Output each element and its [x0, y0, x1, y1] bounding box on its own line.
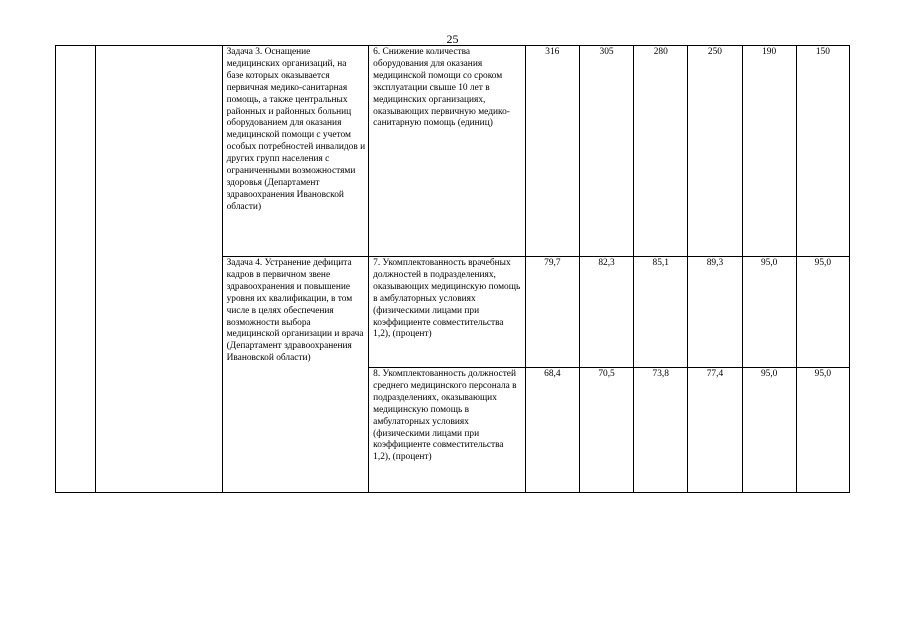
indicator-text: 8. Укомплектованность должностей среднего медицинского персонала в подразделениях, оказывающих медицинскую помощь в амбулаторных условиях (физическими лицами при коэффициенте совместительства 1,2), (процент)	[373, 369, 517, 463]
indicator-cell	[369, 46, 526, 257]
value-cell: 316	[525, 46, 579, 257]
value-cell: 250	[688, 46, 742, 257]
task-text: Задача 3. Оснащение медицинских организаций, на базе которых оказывается первичная медико-санитарная помощь, а также центральных районных и районных больниц оборудованием для оказания медицинской помощи с учетом особых потребностей инвалидов и других групп населения с ограниченными возможностями здоровья (Департамент здравоохранения Ивановской области)	[226, 47, 366, 212]
value-cell: 150	[796, 46, 849, 257]
indicator-cell	[369, 368, 526, 493]
indicator-cell	[369, 257, 526, 368]
value-cell: 77,4	[688, 368, 742, 493]
value-cell: 85,1	[634, 257, 688, 368]
value-cell: 82,3	[579, 257, 633, 368]
value-cell: 190	[742, 46, 796, 257]
indicators-table	[55, 45, 850, 493]
value-cell: 280	[634, 46, 688, 257]
task-cell	[222, 46, 369, 257]
indicator-text: 6. Снижение количества оборудования для оказания медицинской помощи со сроком эксплуатации свыше 10 лет в медицинских организациях, оказывающих первичную медико-санитарную помощь (единиц)	[373, 47, 510, 129]
task-text: Задача 4. Устранение дефицита кадров в первичном звене здравоохранения и повышение уровня их квалификации, в том числе в целях обеспечения возможности выбора медицинской организации и врача (Департамент здравоохранения Ивановской области)	[226, 258, 364, 364]
value-cell: 68,4	[525, 368, 579, 493]
value-cell: 89,3	[688, 257, 742, 368]
empty-cell-col1	[56, 46, 96, 493]
empty-cell-col2	[96, 46, 222, 493]
page-number: 25	[446, 32, 459, 46]
value-cell: 305	[579, 46, 633, 257]
table-row	[56, 46, 850, 257]
value-cell: 95,0	[796, 368, 849, 493]
value-cell: 79,7	[525, 257, 579, 368]
value-cell: 95,0	[796, 257, 849, 368]
value-cell: 95,0	[742, 368, 796, 493]
value-cell: 70,5	[579, 368, 633, 493]
value-cell: 73,8	[634, 368, 688, 493]
task-cell	[222, 257, 369, 493]
value-cell: 95,0	[742, 257, 796, 368]
indicator-text: 7. Укомплектованность врачебных должностей в подразделениях, оказывающих медицинскую помощь в амбулаторных условиях (физическими лицами при коэффициенте совместительства 1,2), (процент)	[373, 258, 521, 340]
